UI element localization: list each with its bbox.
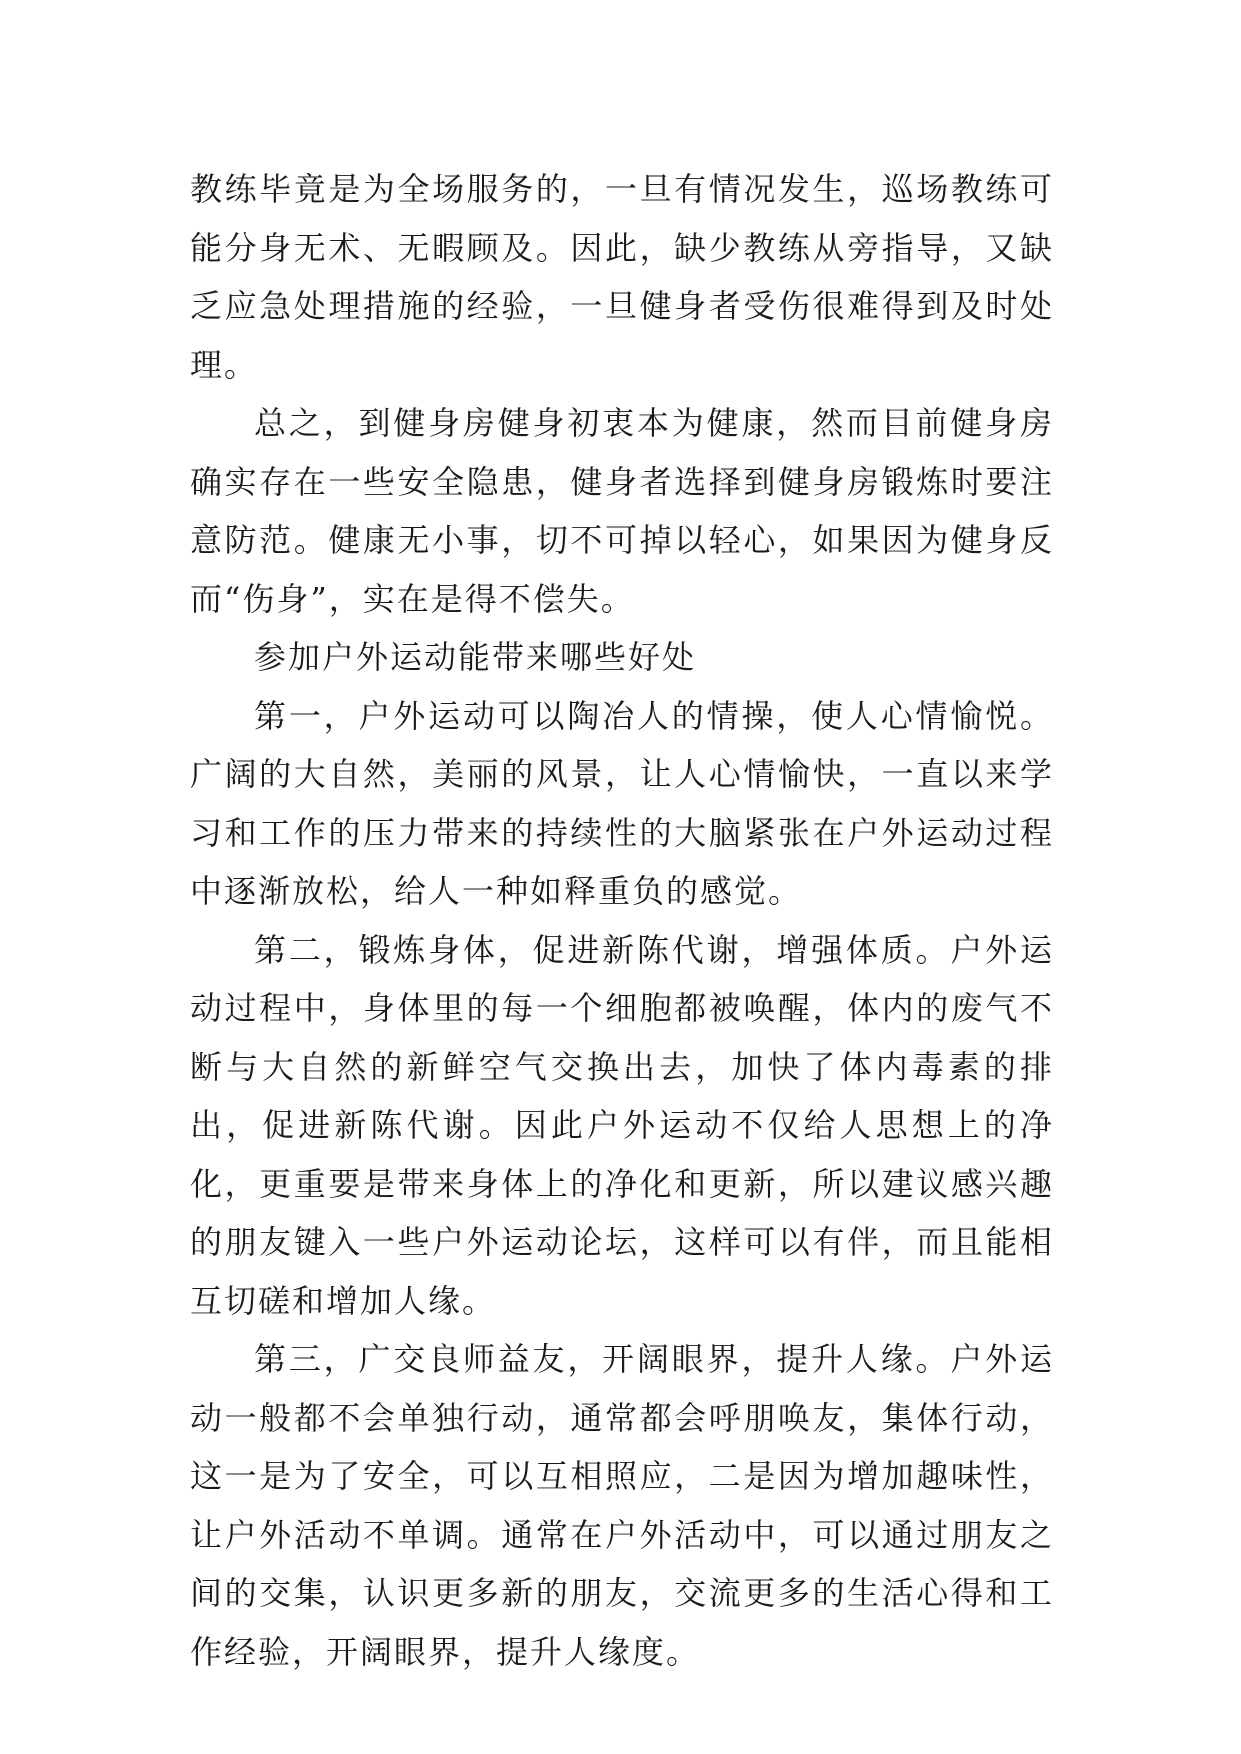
- section-heading-outdoor-benefits: 参加户外运动能带来哪些好处: [254, 638, 697, 676]
- paragraph-benefit-second: 第二，锻炼身体，促进新陈代谢，增强体质。户外运动过程中，身体里的每一个细胞都被唤醒，体内的废气不断与大自然的新鲜空气交换出去，加快了体内毒素的排出，促进新陈代谢。因此户外运动不仅给人思想上的净化，更重要是带来身体上的净化和更新，所以建议感兴趣的朋友键入一些户外运动论坛，这样可以有伴，而且能相互切磋和增加人缘。: [190, 930, 1054, 1320]
- paragraph-gym-summary: 总之，到健身房健身初衷本为健康，然而目前健身房确实存在一些安全隐患，健身者选择到健身房锻炼时要注意防范。健康无小事，切不可掉以轻心，如果因为健身反而“伤身”，实在是得不偿失。: [190, 404, 1054, 618]
- paragraph-benefit-first: 第一，户外运动可以陶冶人的情操，使人心情愉悦。广阔的大自然，美丽的风景，让人心情愉快，一直以来学习和工作的压力带来的持续性的大脑紧张在户外运动过程中逐渐放松，给人一种如释重负的感觉。: [190, 696, 1054, 910]
- body-text: [190, 160, 1054, 1681]
- paragraph-benefit-third: 第三，广交良师益友，开阔眼界，提升人缘。户外运动一般都不会单独行动，通常都会呼朋唤友，集体行动，这一是为了安全，可以互相照应，二是因为增加趣味性，让户外活动不单调。通常在户外活动中，可以通过朋友之间的交集，认识更多新的朋友，交流更多的生活心得和工作经验，开阔眼界，提升人缘度。: [190, 1340, 1054, 1671]
- paragraph-gym-coach: 教练毕竟是为全场服务的，一旦有情况发生，巡场教练可能分身无术、无暇顾及。因此，缺少教练从旁指导，又缺乏应急处理措施的经验，一旦健身者受伤很难得到及时处理。: [190, 170, 1054, 384]
